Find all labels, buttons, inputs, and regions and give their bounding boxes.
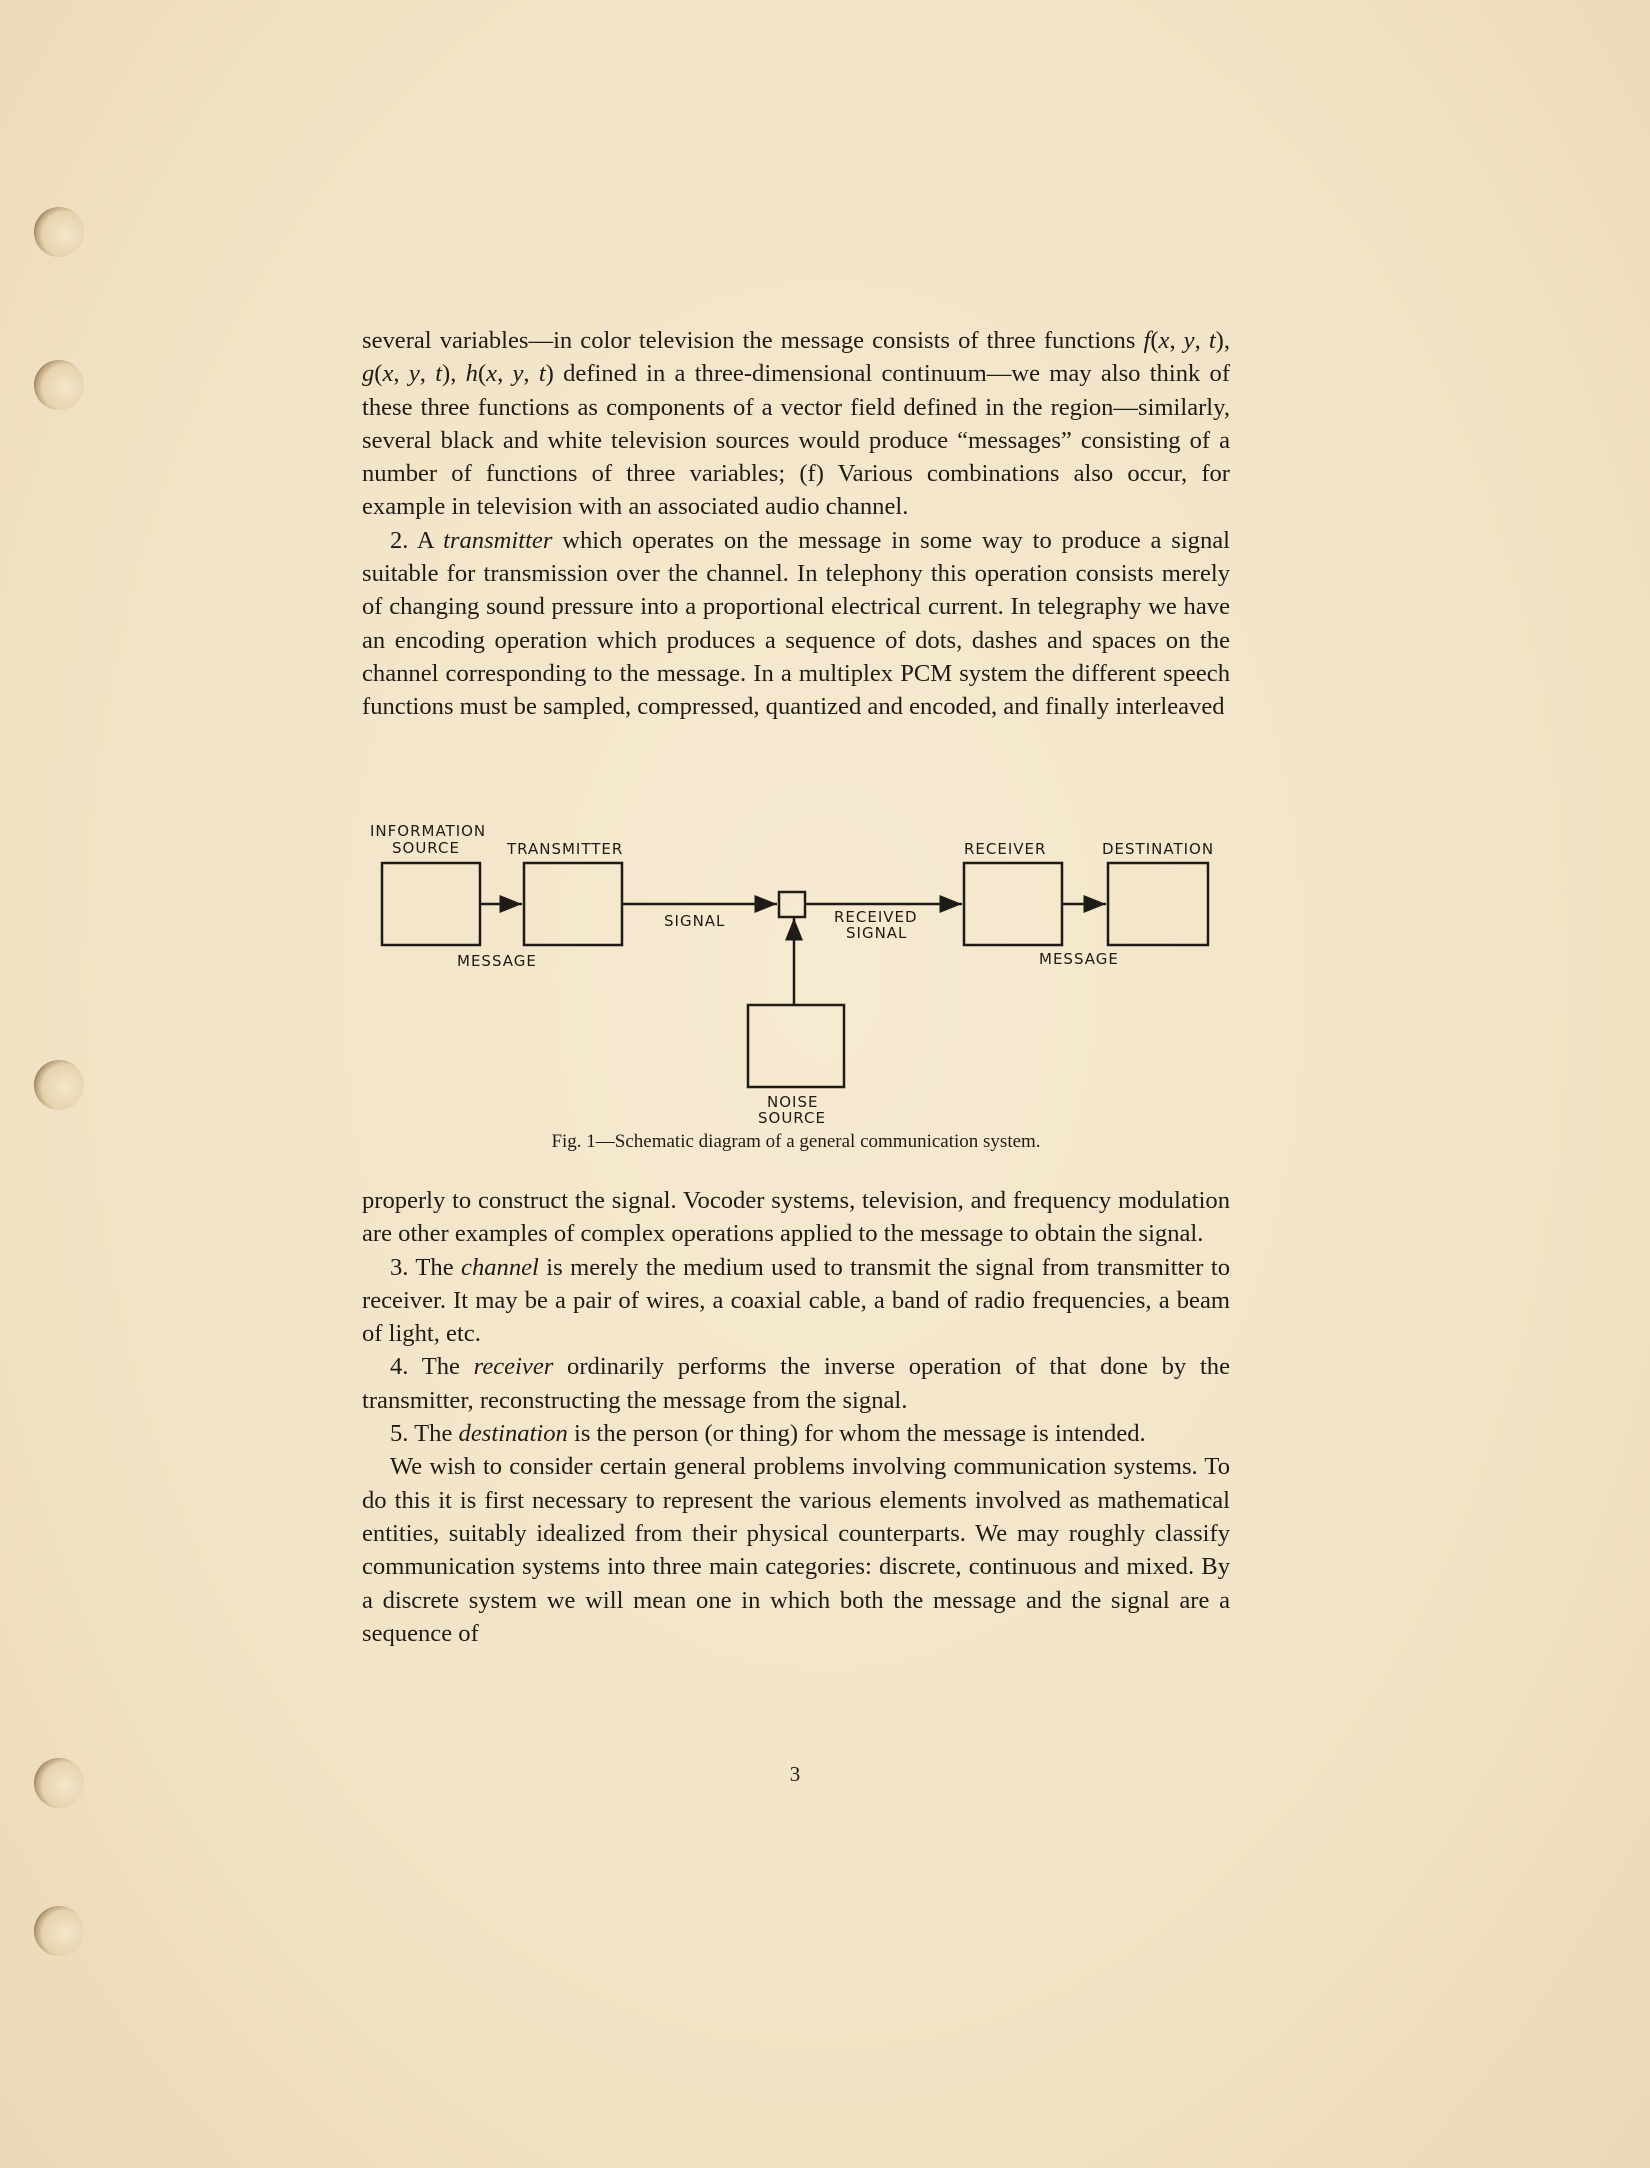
noise-source-box: [748, 1005, 844, 1087]
noise-source-label-line1: NOISE: [767, 1093, 819, 1111]
noise-source-label-line2: SOURCE: [758, 1109, 826, 1127]
italic-run: h: [465, 360, 478, 388]
text-run: ordinarily performs the inverse operation of that done by the transmitter, reconstructing the message from the signal.: [362, 1353, 1230, 1414]
message-label-left: MESSAGE: [457, 952, 537, 970]
italic-run: y: [408, 360, 420, 388]
italic-run: y: [512, 360, 524, 388]
communication-system-diagram: [362, 820, 1242, 1130]
text-run: several variables—in color television the message consists of three functions: [362, 327, 1144, 354]
transmitter-label: TRANSMITTER: [507, 840, 624, 858]
text-run: properly to construct the signal. Vocoder systems, television, and frequency modulation are other examples of complex operations applied to the message to obtain the signal.: [362, 1187, 1230, 1248]
paragraph-destination: [362, 1417, 1230, 1450]
destination-label: DESTINATION: [1102, 840, 1215, 858]
italic-run: receiver: [473, 1353, 554, 1381]
text-run: ),: [442, 360, 466, 388]
receiver-box: [964, 863, 1062, 945]
text-run: ,: [393, 360, 409, 388]
message-label-right: MESSAGE: [1039, 950, 1119, 968]
signal-label: SIGNAL: [664, 912, 726, 930]
channel-mixer-box: [779, 892, 805, 917]
body-text-bottom: [362, 1184, 1230, 1650]
italic-run: x: [486, 360, 498, 388]
text-run: (: [477, 360, 487, 388]
text-run: 5. The: [390, 1420, 459, 1448]
body-text-top: [362, 324, 1230, 724]
italic-run: t: [538, 360, 546, 388]
receiver-label: RECEIVER: [964, 840, 1047, 858]
text-run: ,: [1194, 327, 1209, 354]
italic-run: t: [1208, 327, 1216, 354]
paragraph-continuation-signal: [362, 1184, 1230, 1251]
info-source-label-line1: INFORMATION: [370, 822, 487, 840]
italic-run: destination: [458, 1420, 568, 1448]
paragraph-continuation: [362, 324, 1230, 524]
paragraph-general-problems: [362, 1450, 1230, 1650]
binder-hole: [34, 1060, 84, 1110]
text-run: is merely the medium used to transmit the signal from transmitter to receiver. It may be a pair of wires, a coaxial cable, a band of radio frequencies, a beam of light, etc.: [362, 1253, 1230, 1348]
info-source-label-line2: SOURCE: [392, 839, 460, 857]
received-signal-label-line1: RECEIVED: [834, 908, 918, 926]
text-run: ),: [1215, 327, 1231, 354]
paragraph-receiver: [362, 1350, 1230, 1417]
transmitter-box: [524, 863, 622, 945]
italic-run: y: [1183, 327, 1195, 354]
page-number: 3: [789, 1762, 801, 1786]
italic-run: f: [1143, 327, 1151, 354]
received-signal-label-line2: SIGNAL: [846, 924, 908, 942]
binder-hole: [34, 207, 84, 257]
text-run: which operates on the message in some way to produce a signal suitable for transmission over the channel. In telephony this operation consists merely of changing sound pressure into a proportional electrical current. In telegraphy we have an encoding operation which produces a sequence of dots, dashes and spaces on the channel corresponding to the message. In a multiplex PCM system the different speech functions must be sampled, compressed, quantized and encoded, and finally interleaved: [362, 526, 1230, 721]
paragraph-transmitter: [362, 524, 1230, 724]
text-run: 2. A: [390, 526, 444, 554]
text-run: ,: [1169, 327, 1184, 354]
italic-run: t: [435, 360, 443, 388]
text-run: ,: [419, 360, 436, 388]
text-run: ,: [523, 360, 539, 388]
text-run: ,: [497, 360, 513, 388]
text-run: (: [374, 360, 383, 388]
binder-hole: [34, 1758, 84, 1808]
paragraph-channel: [362, 1251, 1230, 1351]
figure-caption: Fig. 1—Schematic diagram of a general communication system.: [551, 1131, 1041, 1152]
destination-box: [1108, 863, 1208, 945]
text-run: (: [1150, 327, 1159, 354]
text-run: ) defined in a three-dimensional continuum—we may also think of these three functions as components of a vector field defined in the region—similarly, several black and white television sources would produce “messages” consisting of a number of functions of three variables; (f) Various combinations also occur, for example in television with an associated audio channel.: [362, 360, 1231, 521]
binder-hole: [34, 360, 84, 410]
info-source-box: [382, 863, 480, 945]
text-run: We wish to consider certain general problems involving communication systems. To do this it is first necessary to represent the various elements involved as mathematical entities, suitably idealized from their physical counterparts. We may roughly classify communication systems into three main categories: discrete, continuous and mixed. By a discrete system we will mean one in which both the message and the signal are a sequence of: [362, 1453, 1230, 1647]
text-run: is the person (or thing) for whom the message is intended.: [567, 1420, 1146, 1448]
text-run: 4. The: [390, 1353, 474, 1381]
italic-run: x: [382, 360, 394, 388]
italic-run: transmitter: [443, 526, 553, 554]
italic-run: x: [1158, 327, 1170, 354]
binder-hole: [34, 1906, 84, 1956]
italic-run: g: [362, 360, 375, 388]
text-run: 3. The: [390, 1253, 462, 1281]
italic-run: channel: [461, 1253, 539, 1281]
